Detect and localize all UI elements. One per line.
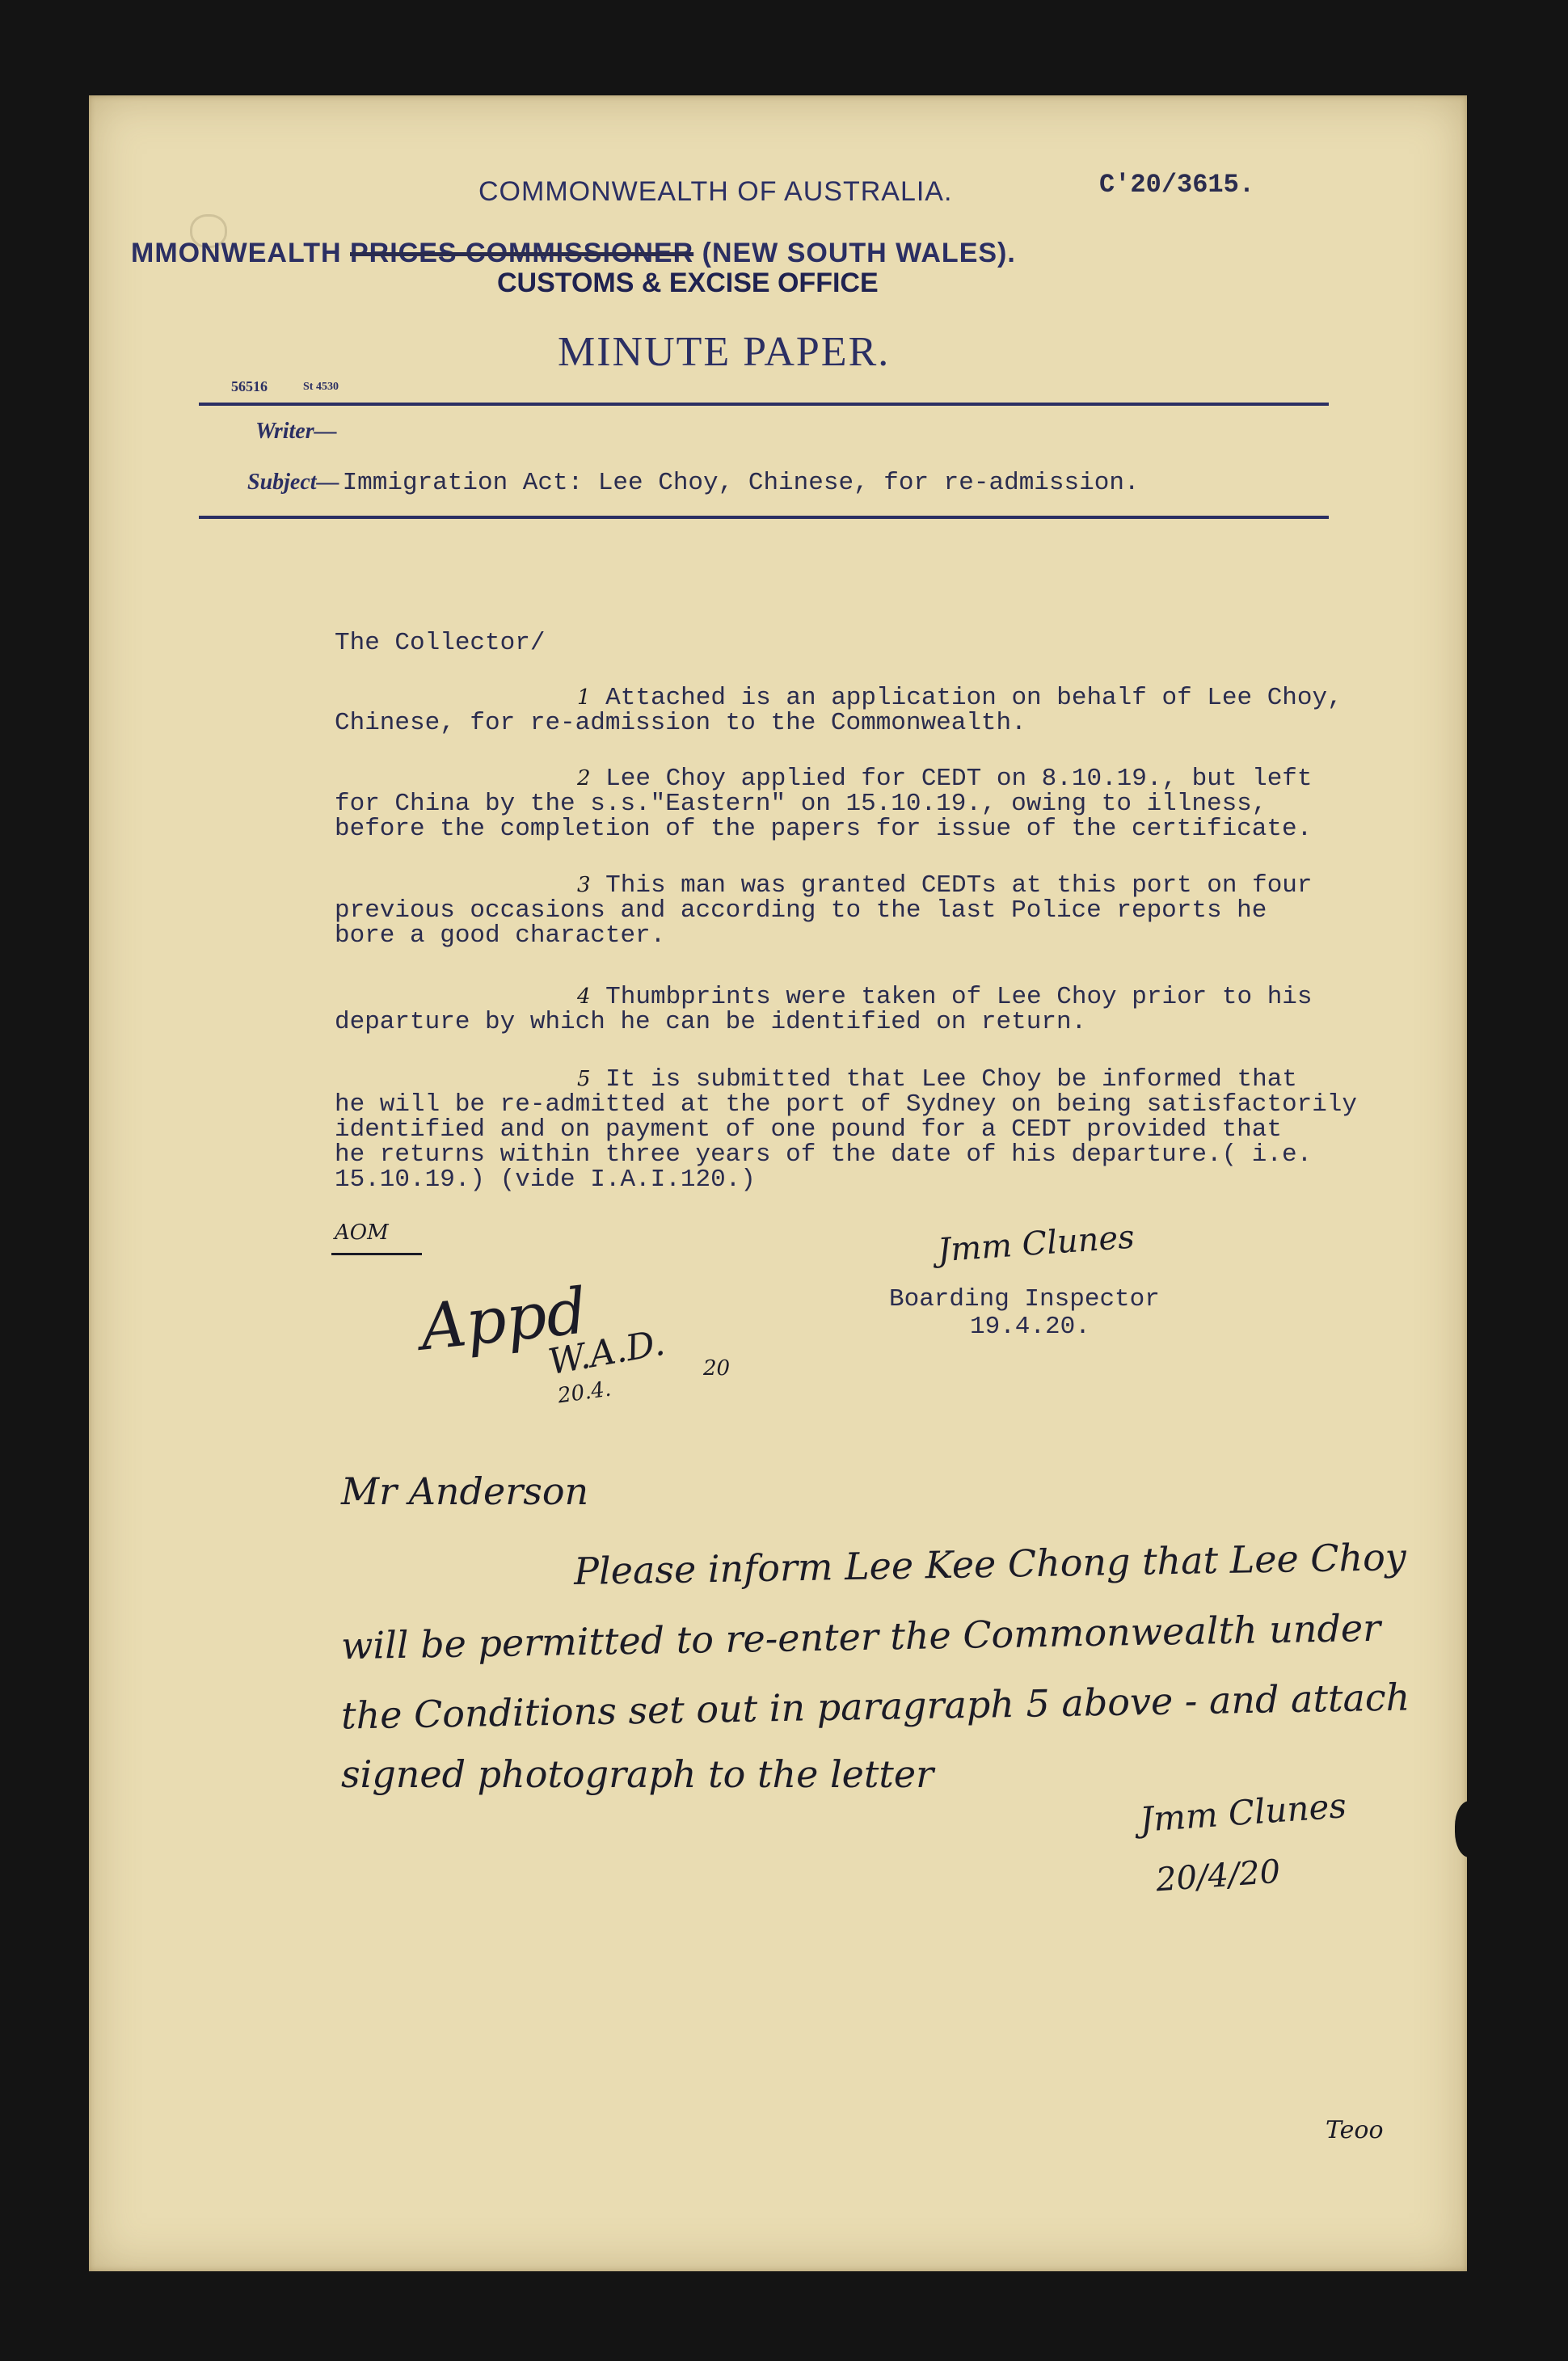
commonwealth-heading: COMMONWEALTH OF AUSTRALIA. (478, 176, 953, 207)
paragraph-number: 3 (577, 873, 591, 897)
paragraph-line: It is submitted that Lee Choy be informed that (605, 1065, 1297, 1094)
subject-label: Subject— (247, 470, 339, 495)
form-st: St 4530 (303, 381, 339, 393)
inspector-role: Boarding Inspector (889, 1285, 1160, 1313)
office-suffix: (NEW SOUTH WALES). (702, 238, 1016, 268)
paragraph-line: he will be re-admitted at the port of Sydney on being satisfactorily (335, 1090, 1358, 1119)
office-struck-text: PRICES COMMISSIONER (350, 238, 694, 268)
paragraph-3 (335, 873, 1434, 948)
addressee: The Collector/ (335, 629, 546, 657)
note-line-2: will be permitted to re-enter the Commonwealth under (340, 1605, 1381, 1668)
paragraph-number: 2 (577, 766, 591, 791)
initials-underline (331, 1253, 422, 1255)
note-line-1: Please inform Lee Kee Chong that Lee Choy (573, 1535, 1407, 1593)
approval-mark: Appd (416, 1275, 591, 1365)
typist-initials: AOM (335, 1221, 389, 1245)
edge-tear (1455, 1801, 1487, 1857)
page-title: MINUTE PAPER. (558, 329, 891, 375)
paragraph-line: 15.10.19.) (vide I.A.I.120.) (335, 1166, 756, 1194)
office-prefix: MMONWEALTH (131, 238, 342, 268)
approval-date-under: 20.4. (556, 1377, 613, 1409)
minute-paper-sheet (89, 95, 1467, 2271)
paragraph-4 (335, 984, 1434, 1035)
header-rule-bottom (199, 516, 1329, 519)
paragraph-number: 4 (577, 984, 591, 1009)
corner-mark: Teoo (1326, 2116, 1384, 2144)
paragraph-line: previous occasions and according to the last Police reports he (335, 896, 1267, 925)
note-line-3: the Conditions set out in paragraph 5 above - and attach (340, 1675, 1410, 1738)
paragraph-line: Chinese, for re-admission to the Commonwealth. (335, 709, 1026, 737)
inspector-signature: Jmm Clunes (936, 1218, 1136, 1270)
customs-office-stamp: CUSTOMS & EXCISE OFFICE (497, 268, 879, 298)
paragraph-line: This man was granted CEDTs at this port on four (605, 871, 1313, 900)
note-line-4: signed photograph to the letter (341, 1752, 934, 1796)
paragraph-line: he returns within three years of the date of his departure.( i.e. (335, 1140, 1313, 1169)
paragraph-line: Lee Choy applied for CEDT on 8.10.19., but left (605, 765, 1313, 793)
paragraph-number: 5 (577, 1067, 591, 1091)
note-date: 20/4/20 (1154, 1853, 1282, 1899)
subject-text: Immigration Act: Lee Choy, Chinese, for re-admission. (342, 469, 1140, 497)
office-line (131, 238, 1016, 269)
paragraph-line: departure by which he can be identified on return. (335, 1008, 1087, 1036)
paragraph-number: 1 (577, 685, 591, 710)
paragraph-line: identified and on payment of one pound for a CEDT provided that (335, 1115, 1282, 1144)
paragraph-line: bore a good character. (335, 921, 666, 950)
inspector-date: 19.4.20. (970, 1313, 1090, 1341)
paragraph-2 (335, 766, 1434, 841)
subject-line (247, 469, 1140, 497)
approval-initials: W.A.D. (545, 1322, 668, 1384)
paragraph-line: before the completion of the papers for issue of the certificate. (335, 815, 1313, 843)
file-reference: C'20/3615. (1099, 170, 1255, 200)
paragraph-line: Attached is an application on behalf of Lee Choy, (605, 684, 1342, 712)
paragraph-line: Thumbprints were taken of Lee Choy prior to his (605, 983, 1313, 1011)
note-signature: Jmm Clunes (1138, 1786, 1348, 1840)
paragraph-line: for China by the s.s."Eastern" on 15.10.19., owing to illness, (335, 790, 1267, 818)
approval-date: 20 (703, 1356, 731, 1381)
writer-label: Writer— (255, 419, 337, 444)
note-salutation: Mr Anderson (341, 1469, 589, 1513)
header-rule-top (199, 403, 1329, 406)
form-number: 56516 (231, 378, 268, 394)
paragraph-1 (335, 685, 1434, 736)
paragraph-5 (335, 1067, 1434, 1192)
